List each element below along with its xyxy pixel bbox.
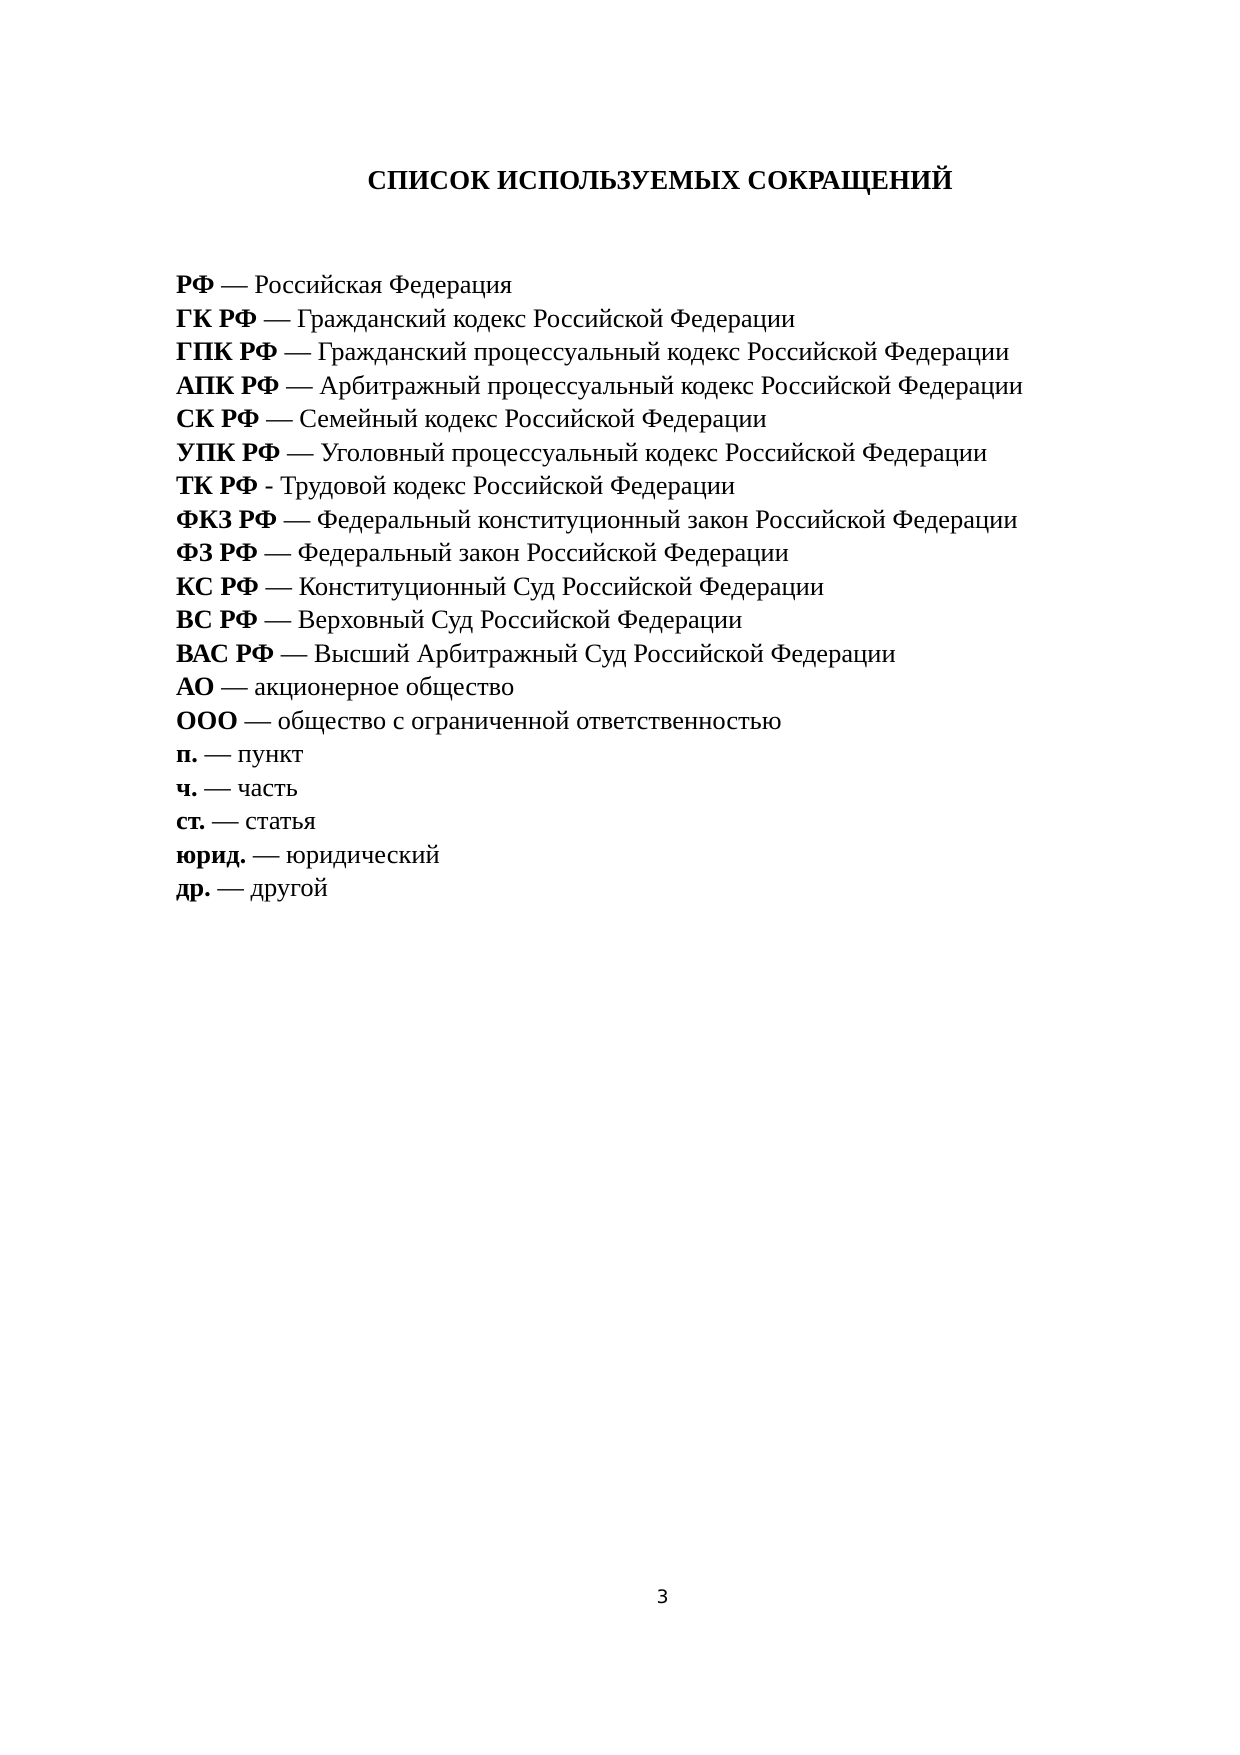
abbreviation-definition: юридический (286, 838, 440, 869)
separator: — (257, 537, 298, 567)
list-item (176, 469, 1176, 503)
abbreviation-term: АО (176, 671, 215, 701)
separator: — (257, 604, 298, 634)
list-item (176, 737, 1176, 771)
separator: — (280, 436, 321, 467)
abbreviation-term: КС РФ (176, 570, 259, 601)
abbreviation-term: УПК РФ (176, 436, 281, 467)
list-item (176, 771, 1176, 805)
list-item (176, 302, 1176, 336)
abbreviation-definition: Конституционный Суд Российской Федерации (298, 570, 825, 601)
separator: — (279, 369, 320, 400)
separator: — (214, 671, 255, 701)
list-item (176, 838, 1176, 872)
list-item (176, 536, 1176, 570)
abbreviation-definition: другой (250, 872, 328, 902)
abbreviation-definition: пункт (237, 738, 304, 768)
list-item (176, 704, 1176, 738)
separator: — (197, 771, 238, 802)
abbreviation-definition: акционерное общество (254, 671, 515, 701)
abbreviation-term: ТК РФ (176, 470, 259, 500)
abbreviation-list (176, 268, 1176, 905)
abbreviation-term: РФ (176, 269, 215, 299)
separator: — (258, 570, 299, 601)
abbreviation-term: п. (176, 738, 198, 768)
list-item (176, 369, 1176, 403)
list-item (176, 503, 1176, 537)
abbreviation-term: СК РФ (176, 403, 260, 433)
abbreviation-term: АПК РФ (176, 369, 280, 400)
abbreviation-definition: Арбитражный процессуальный кодекс Российской Федерации (319, 369, 1023, 400)
abbreviation-term: ООО (176, 704, 238, 735)
separator: — (277, 503, 317, 534)
abbreviation-definition: Трудовой кодекс Российской Федерации (280, 470, 736, 500)
list-item (176, 570, 1176, 604)
separator: — (259, 403, 300, 433)
separator: — (274, 637, 314, 668)
abbreviation-definition: Гражданский процессуальный кодекс Российской Федерации (317, 336, 1010, 366)
list-item (176, 335, 1176, 369)
abbreviation-definition: Семейный кодекс Российской Федерации (299, 403, 767, 433)
abbreviation-definition: Федеральный конституционный закон Российской Федерации (316, 503, 1018, 534)
list-item (176, 804, 1176, 838)
page-number: 3 (656, 1586, 669, 1608)
abbreviation-term: ГПК РФ (176, 336, 278, 366)
page-title: СПИСОК ИСПОЛЬЗУЕМЫХ СОКРАЩЕНИЙ (367, 165, 953, 195)
abbreviation-term: ФКЗ РФ (176, 503, 278, 534)
abbreviation-definition: Верховный Суд Российской Федерации (297, 604, 743, 634)
abbreviation-definition: Гражданский кодекс Российской Федерации (296, 302, 796, 333)
abbreviation-definition: Уголовный процессуальный кодекс Российской Федерации (320, 436, 988, 467)
abbreviation-definition: общество с ограниченной ответственностью (277, 704, 782, 735)
abbreviation-term: ГК РФ (176, 302, 258, 333)
abbreviation-definition: Российская Федерация (254, 269, 513, 299)
separator: — (197, 738, 238, 768)
abbreviation-term: ч. (176, 771, 198, 802)
list-item (176, 402, 1176, 436)
separator: - (258, 470, 281, 500)
abbreviation-definition: статья (245, 805, 316, 835)
abbreviation-term: др. (176, 872, 211, 902)
separator: — (214, 269, 255, 299)
separator: — (210, 872, 251, 902)
separator: — (237, 704, 278, 735)
abbreviation-term: ст. (176, 805, 206, 835)
separator: — (246, 838, 287, 869)
abbreviation-term: ВС РФ (176, 604, 258, 634)
list-item (176, 871, 1176, 905)
abbreviation-term: ВАС РФ (176, 637, 275, 668)
abbreviation-term: ФЗ РФ (176, 537, 258, 567)
separator: — (257, 302, 297, 333)
separator: — (277, 336, 318, 366)
abbreviation-definition: Федеральный закон Российской Федерации (297, 537, 789, 567)
abbreviation-term: юрид. (176, 838, 247, 869)
separator: — (205, 805, 246, 835)
list-item (176, 268, 1176, 302)
abbreviation-definition: Высший Арбитражный Суд Российской Федерации (313, 637, 896, 668)
list-item (176, 670, 1176, 704)
list-item (176, 637, 1176, 671)
abbreviation-definition: часть (237, 771, 298, 802)
list-item (176, 436, 1176, 470)
list-item (176, 603, 1176, 637)
